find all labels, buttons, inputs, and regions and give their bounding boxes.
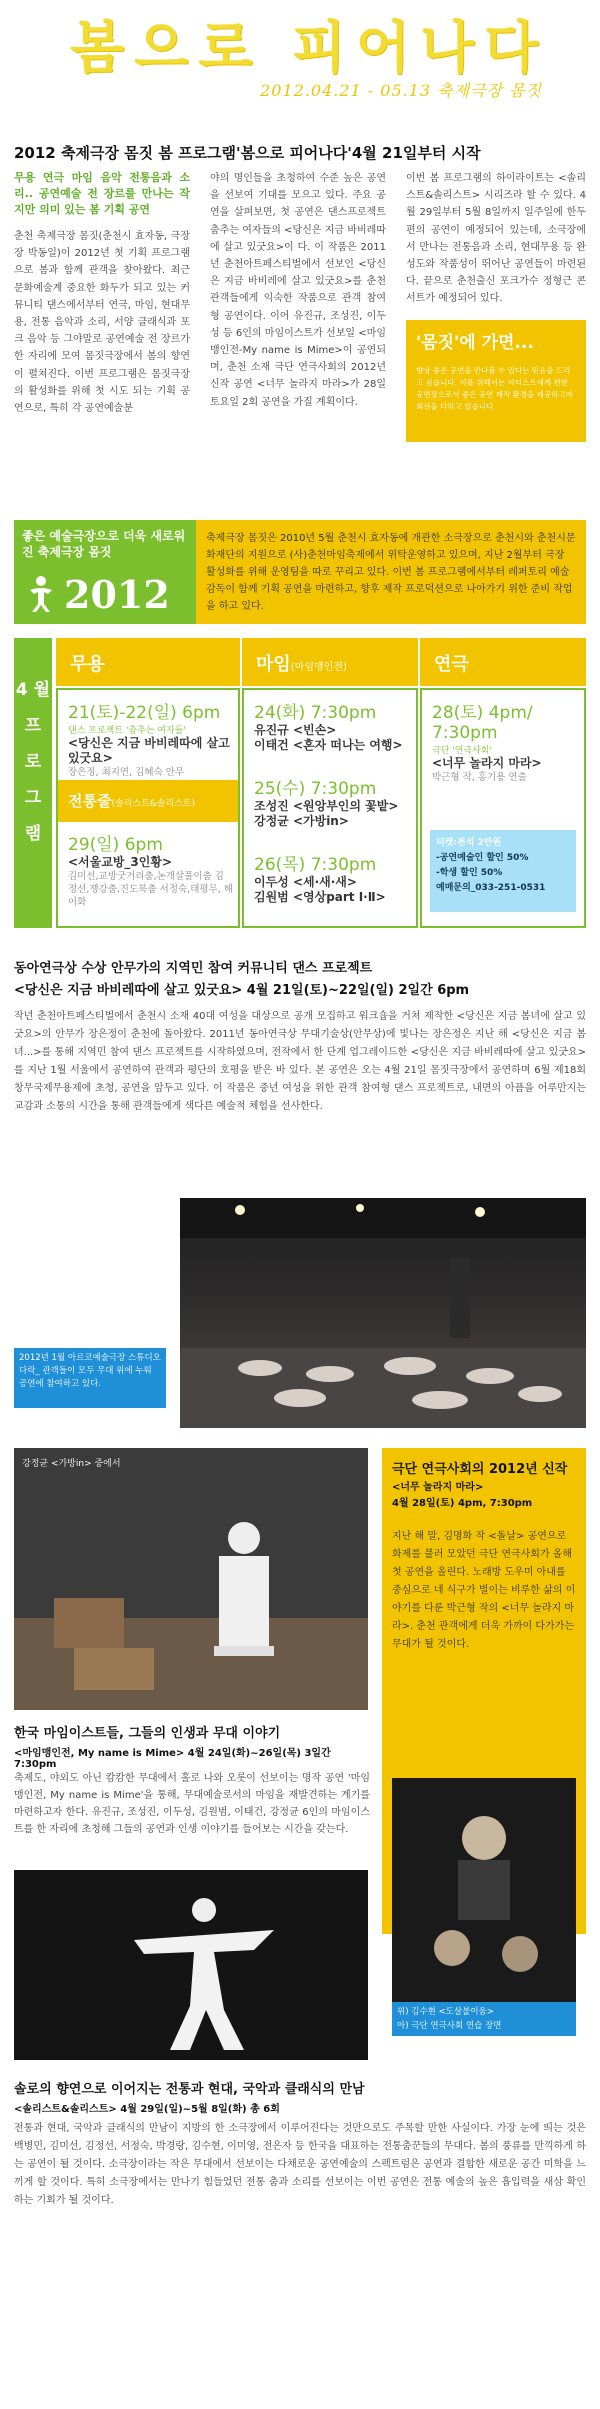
photo1-caption: 2012년 1월 아르코예술극장 스튜디오 다락_ 관객들이 모두 무대 위에 누워 공연에 참여하고 있다. bbox=[14, 1348, 166, 1408]
section1-body: 작년 춘천아트페스티벌에서 춘천시 소재 40대 여성을 대상으로 공개 모집하고 워크숍을 거쳐 제작한 <당신은 지금 봄녀에 살고 있굿요>의 안무가 장은정이 춘천에 돌아왔다. 2011년 동아연극상 무대기술상(안무상)에 빛나는 장은정은 지난 해 <당신은 지금 봄녀...>를 통해 지역민 참여 댄스 프로젝트를 시작하였으며, 전작에서 한 단계 업그레이드한 <당신은 지금 바비레따에 살고 있굿요>를 지난 1월 서울에서 공연하여 관객과 평단의 호평을 받은 바 있다. 본 공연은 오는 4월 21일 몸짓극장에서 공연하며 6월 제18회 창무국제무용제에 초청, 공연을 앞두고 있다. 이 작품은 중년 여성을 위한 관객 참여형 댄스 프로젝트로, 내면의 아픔을 어루만지는 교감과 소통의 시간을 통해 관객들에게 색다른 예술적 체험을 선사한다. bbox=[14, 1011, 586, 1112]
section2-subtitle: <마임맹인전, My name is Mime> 4월 24일(화)~26일(목) 3일간 7:30pm bbox=[14, 1748, 331, 1770]
theater-event-company: 극단 '연극사회' bbox=[432, 746, 492, 756]
mime-white-costume-photo bbox=[14, 1870, 368, 2060]
theater-box-subtitle: <너무 놀라지 마라> bbox=[392, 1482, 484, 1493]
stage-lights-icon bbox=[180, 1198, 586, 1428]
photo3-caption-line1: 위) 김수현 <도살불이움> bbox=[397, 2007, 494, 2017]
mime-event-line: 강정균 <가방in> bbox=[254, 814, 349, 828]
program-header-dance bbox=[56, 638, 240, 686]
rehearsal-scene-icon bbox=[392, 1778, 576, 2036]
band-description: 축제극장 몸짓은 2010년 5월 춘천시 효자동에 개관한 소극장으로 춘천시와 춘천시문화재단의 지원으로 (사)춘천마임축제에서 위탁운영하고 있으며, 지난 2월부터 극장 활성화를 위해 운영팀을 따로 꾸리고 있다. 이번 봄 프로그램에서부터 레퍼토리 예술감독이 함께 기획 공연을 마련하고, 향후 제작 프로덕션으로 나아가기 위한 준비 작업을 하고 있다. bbox=[196, 520, 586, 624]
theater-event-title: <너무 놀라지 마라> bbox=[432, 756, 542, 770]
intro-lead: 무용 연극 마임 음악 전통음과 소리.. 공연예술 전 장르를 만나는 작지만 의미 있는 봄 기획 공연 bbox=[14, 171, 190, 216]
ticket-discount-artist: -공연예술인 할인 50% bbox=[436, 853, 529, 863]
theater-logo-icon bbox=[24, 574, 58, 614]
theater-event bbox=[432, 698, 582, 784]
callout-title: '몸짓'에 가면... bbox=[416, 333, 534, 353]
photo3-caption bbox=[392, 2002, 576, 2036]
hero-banner bbox=[0, 0, 600, 130]
intro-column-1 bbox=[14, 170, 190, 417]
traditional-event-cast: 김미선,교방굿거리춤,논개살풀이춤 김정선,쟁강춤,진도북춤 서정숙,태평무, 해어화 bbox=[68, 871, 233, 908]
traditional-event bbox=[68, 830, 233, 909]
dance-cell bbox=[56, 688, 240, 928]
mime-event-3 bbox=[254, 850, 386, 905]
traditional-header bbox=[58, 780, 238, 822]
ticket-price: 티켓:전석 2만원 bbox=[436, 838, 502, 848]
section2-title: 한국 마임이스트들, 그들의 인생과 무대 이야기 bbox=[14, 1726, 281, 1741]
intro-text-3: 이번 봄 프로그램의 하이라이트는 <솔리스트&솔리스트> 시리즈라 할 수 있다. 4월 29일부터 5월 8일까지 일주일에 한두 편의 공연이 예정되어 있는데, 소극장에서 만나는 전통음과 소리, 현대무용 등 완성도와 작품성이 뛰어난 공연들이 마련된다. 끝으로 춘천출신 포크가수 정형근 콘서트가 예정되어 있다. bbox=[406, 173, 586, 305]
theater-info-band bbox=[14, 520, 586, 624]
theater-event-cast: 박근형 작, 홍기용 연출 bbox=[432, 772, 527, 783]
hero-title: 봄으로 피어나다 bbox=[70, 15, 549, 81]
callout-text: 향상 좋은 공연을 만나볼 수 있다는 믿음을 드리고 싶습니다. 이를 위해서는 아티스트에게 편한 공연장으로서 좋은 공연 제작 환경을 제공하고자 최선을 다하고 있습니다. bbox=[416, 366, 573, 411]
photo3-caption-line2: 아) 극단 연극사회 연습 장면 bbox=[397, 2021, 502, 2031]
program-header-mime bbox=[242, 638, 418, 686]
main-headline: 2012 축제극장 몸짓 봄 프로그램'봄으로 피어나다'4월 21일부터 시작 bbox=[14, 144, 481, 162]
section1-title bbox=[14, 958, 586, 1002]
section3-subtitle: <솔리스트&솔리스트> 4월 29일(일)~5월 8일(화) 총 6회 bbox=[14, 2104, 280, 2115]
hero-subtitle: 2012.04.21 - 05.13 축제극장 몸짓 bbox=[260, 81, 542, 100]
program-side-label: 4 월 프 로 그 램 bbox=[14, 638, 52, 928]
mime-scene-icon bbox=[14, 1448, 368, 1710]
mime-event-line: 이두성 <세·새·새> bbox=[254, 875, 357, 889]
traditional-event-date: 29(일) 6pm bbox=[68, 835, 163, 855]
theater-box-title: 극단 연극사회의 2012년 신작 bbox=[392, 1462, 568, 1477]
dance-event-company: 댄스 프로젝트 '춤추는 여자들' bbox=[68, 726, 186, 736]
mime-event-date: 24(화) 7:30pm bbox=[254, 703, 377, 723]
intro-columns bbox=[14, 170, 586, 516]
dance-event-date: 21(토)-22(일) 6pm bbox=[68, 703, 221, 723]
traditional-event-title: <서울교방_3인황> bbox=[68, 855, 173, 869]
mime-header-label: 마임 bbox=[256, 654, 291, 675]
theater-header-label: 연극 bbox=[434, 654, 469, 675]
callout-box bbox=[406, 320, 586, 442]
traditional-small: (솔리스트&솔리스트) bbox=[111, 799, 196, 809]
mime-event-date: 26(목) 7:30pm bbox=[254, 855, 377, 875]
intro-text-1: 춘천 축제극장 몸짓(춘천시 효자동, 극장장 박동일)이 2012년 첫 기획 프로그램으로 봄과 함께 관객을 찾아왔다. 최근 문화예술계 중요한 화두가 되고 있는 커뮤니티 댄스에서부터 연극, 마임, 현대무용, 전통 음악과 소리, 서양 클래식과 포크 음악 등 그야말로 공연예술 전 장르가 한 자리에 모여 몸짓극장에서 봄의 향연이 펼쳐진다. 이번 프로그램은 몸짓극장의 활성화를 위해 첫 시도 되는 기획 공연으로, 특히 각 공연예술분 bbox=[14, 231, 190, 415]
dance-workshop-photo bbox=[180, 1198, 586, 1428]
mime-event-1 bbox=[254, 698, 403, 753]
intro-column-2 bbox=[210, 170, 386, 411]
dance-event bbox=[68, 698, 233, 779]
dance-header-label: 무용 bbox=[70, 654, 105, 675]
intro-column-3 bbox=[406, 170, 586, 308]
mime-event-2 bbox=[254, 774, 398, 829]
dance-event-title: <당신은 지금 바비레따에 살고 있굿요> bbox=[68, 736, 230, 765]
section3-body: 전통과 현대, 국악과 클래식의 만남이 지방의 한 소극장에서 이루어진다는 것만으로도 주목할 만한 사실이다. 가장 눈에 띄는 것은 백병민, 김미선, 김정선, 서정숙, 박경랑, 김수현, 이미영, 전은자 등 한국을 대표하는 전통춤꾼들의 무대다. 봄의 풍류를 만끽하게 하는 공연이 될 것이다. 소극장이라는 작은 무대에서 선보이는 다채로운 공연예술의 스펙트럼은 공연과 결합한 새로운 공간 미학을 느끼게 할 것이다. 특히 소극장에서는 만나기 힘들었던 전통 춤과 소리를 선보이는 이번 공연은 전통 예술의 높은 흡입력을 새삼 확인하는 기회가 될 것이다. bbox=[14, 2123, 586, 2206]
traditional-label: 전통줄 bbox=[68, 792, 112, 810]
section1-title-line2: <당신은 지금 바비레따에 살고 있굿요> 4월 21일(토)~22일(일) 2일간 6pm bbox=[14, 983, 470, 998]
section1-title-line1: 동아연극상 수상 안무가의 지역민 참여 커뮤니티 댄스 프로젝트 bbox=[14, 961, 373, 976]
intro-text-2: 야의 명인들을 초청하여 수준 높은 공연을 선보여 기대를 모으고 있다. 주요 공연을 살펴보면, 첫 공연은 댄스프로젝트 춤추는 여자들의 <당신은 지금 바비레따에 살고 있굿요>이 다. 이 작품은 2011년 춘천아트페스티벌에서 선보인 <당신은 지금 바비레에 살고 있굿요>를 춘천 관객들에게 익숙한 작품으로 관객 참여형 공연이다. 이어 유진규, 조성진, 이두성 등 6인의 마임이스트가 선보일 <마임맹인전-My name is Mime>이 공연되며, 춘천 소재 극단 연극사회의 2012년 신작 공연 <너무 놀라지 마라>가 28일 토요일 2회 공연을 가질 계획이다. bbox=[210, 173, 386, 408]
mime-event-date: 25(수) 7:30pm bbox=[254, 779, 377, 799]
ticket-contact: 예매문의_033-251-0531 bbox=[436, 883, 546, 893]
section2-body: 축제도, 야외도 아닌 캄캄한 무대에서 홀로 나와 오롯이 선보이는 명작 공연 '마임맹인전, My name is Mime'을 통해, 무대예술로서의 마임을 재발견하는 계기를 마련하고자 한다. 유진규, 조성진, 이두성, 김원범, 이태건, 강정균 6인의 마임이스트를 한 자리에 초청해 그들의 공연과 인생 이야기를 들어보는 시간을 갖는다. bbox=[14, 1773, 370, 1835]
photo2-caption: 강정균 <가방in> 중에서 bbox=[22, 1459, 121, 1469]
mime-header-small: (마임맹인전) bbox=[290, 662, 347, 673]
mime-cell bbox=[242, 688, 418, 928]
ticket-discount-student: -학생 할인 50% bbox=[436, 868, 503, 878]
section3-title: 솔로의 향연으로 이어지는 전통과 현대, 국악과 클래식의 만남 bbox=[14, 2082, 365, 2097]
theater-box-body: 지난 해 말, 김명화 작 <돌날> 공연으로 화제를 불러 모았던 극단 연극사회가 올해 첫 공연을 올린다. 노래방 도우미 아내를 중심으로 네 식구가 벌이는 비루한 삶의 이야기를 다룬 박근형 작의 <너무 놀라지 마라>. 춘천 관객에게 더욱 가까이 다가가는 무대가 될 것이다. bbox=[392, 1531, 576, 1650]
dance-event-cast: 장은정, 최지연, 김혜숙 안무 bbox=[68, 767, 185, 778]
theater-box-date: 4월 28일(토) 4pm, 7:30pm bbox=[392, 1498, 533, 1509]
mime-event-line: 조성진 <원앙부인의 꽃밭> bbox=[254, 799, 399, 813]
mime-performance-photo bbox=[14, 1448, 368, 1710]
mime-event-line: 이태건 <혼자 떠나는 여행> bbox=[254, 738, 403, 752]
mime-event-line: 유진규 <빈손> bbox=[254, 723, 337, 737]
april-program-table bbox=[14, 638, 586, 928]
theater-cell bbox=[420, 688, 586, 928]
mime-dancer-icon bbox=[14, 1870, 368, 2060]
theater-rehearsal-photo bbox=[392, 1778, 576, 2036]
program-header-theater bbox=[420, 638, 586, 686]
theater-event-date: 28(토) 4pm/ 7:30pm bbox=[432, 703, 533, 743]
ticket-info-box bbox=[430, 830, 576, 912]
band-tagline: 좋은 예술극장으로 더욱 새로워진 축제극장 몸짓 bbox=[22, 529, 186, 559]
band-year: 2012 bbox=[64, 572, 170, 617]
mime-event-line: 김원범 <영상part Ⅰ·Ⅱ> bbox=[254, 890, 386, 904]
